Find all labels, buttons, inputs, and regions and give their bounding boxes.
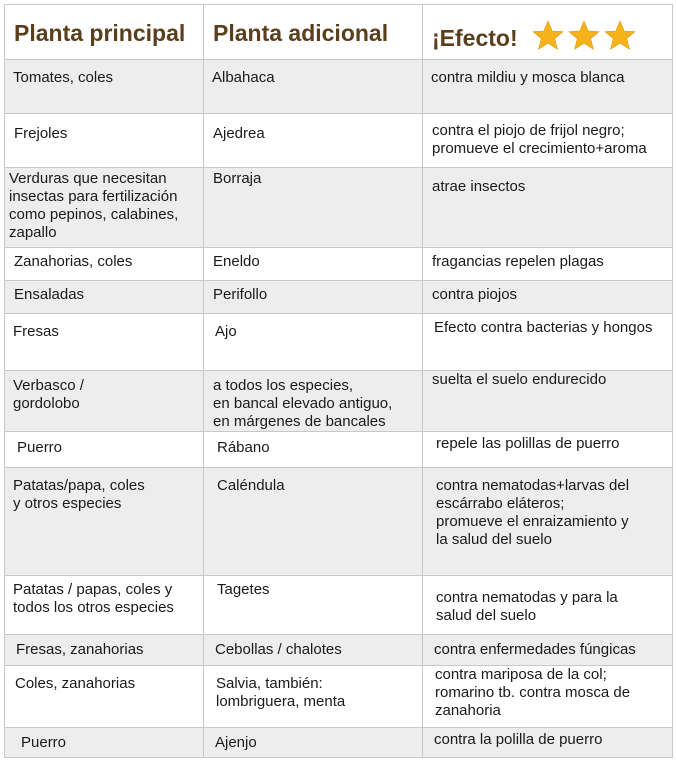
cell-efecto: atrae insectos [423,168,673,248]
table-row [5,666,673,728]
header-row [5,5,673,60]
cell-principal: Verduras que necesitan insectas para fertilización como pepinos, calabines, zapallo [5,168,204,248]
table-row [5,114,673,168]
cell-adicional: Cebollas / chalotes [204,635,423,666]
cell-efecto: fragancias repelen plagas [423,248,673,281]
header-planta-principal: Planta principal [5,5,204,60]
table-row [5,468,673,576]
cell-efecto: contra la polilla de puerro [423,728,673,758]
cell-adicional: Ajedrea [204,114,423,168]
table-row [5,60,673,114]
cell-adicional: Eneldo [204,248,423,281]
cell-adicional: Tagetes [204,576,423,635]
cell-principal: Coles, zanahorias [5,666,204,728]
star-icon [604,20,636,52]
table-row [5,168,673,248]
cell-adicional: a todos los especies, en bancal elevado antiguo, en márgenes de bancales [204,371,423,432]
cell-principal: Fresas [5,314,204,371]
rating-stars [532,20,640,58]
table-row [5,432,673,468]
cell-efecto: repele las polillas de puerro [423,432,673,468]
cell-efecto: contra enfermedades fúngicas [423,635,673,666]
cell-principal: Tomates, coles [5,60,204,114]
header-efecto-label: ¡Efecto! [432,25,518,51]
cell-principal: Patatas / papas, coles y todos los otros especies [5,576,204,635]
companion-planting-table [4,4,673,758]
cell-adicional: Albahaca [204,60,423,114]
cell-principal: Ensaladas [5,281,204,314]
header-planta-adicional: Planta adicional [204,5,423,60]
cell-efecto: Efecto contra bacterias y hongos [423,314,673,371]
cell-adicional: Salvia, también: lombriguera, menta [204,666,423,728]
table-body [5,60,673,758]
cell-efecto: contra mildiu y mosca blanca [423,60,673,114]
cell-adicional: Ajo [204,314,423,371]
cell-principal: Verbasco / gordolobo [5,371,204,432]
cell-principal: Puerro [5,432,204,468]
cell-principal: Zanahorias, coles [5,248,204,281]
star-icon [568,20,600,52]
star-icon [532,20,564,52]
table-row [5,281,673,314]
cell-principal: Fresas, zanahorias [5,635,204,666]
cell-efecto: contra piojos [423,281,673,314]
table-row [5,248,673,281]
cell-adicional: Borraja [204,168,423,248]
table-row [5,728,673,758]
cell-adicional: Ajenjo [204,728,423,758]
cell-principal: Patatas/papa, coles y otros especies [5,468,204,576]
table-row [5,371,673,432]
cell-efecto: suelta el suelo endurecido [423,371,673,432]
cell-efecto: contra el piojo de frijol negro; promueve el crecimiento+aroma [423,114,673,168]
table-row [5,635,673,666]
cell-principal: Frejoles [5,114,204,168]
header-efecto [423,5,673,60]
cell-principal: Puerro [5,728,204,758]
cell-adicional: Rábano [204,432,423,468]
cell-efecto: contra mariposa de la col; romarino tb. contra mosca de zanahoria [423,666,673,728]
table-row [5,314,673,371]
table-row [5,576,673,635]
cell-adicional: Caléndula [204,468,423,576]
cell-adicional: Perifollo [204,281,423,314]
cell-efecto: contra nematodas+larvas del escárrabo eláteros; promueve el enraizamiento y la salud del suelo [423,468,673,576]
cell-efecto: contra nematodas y para la salud del suelo [423,576,673,635]
